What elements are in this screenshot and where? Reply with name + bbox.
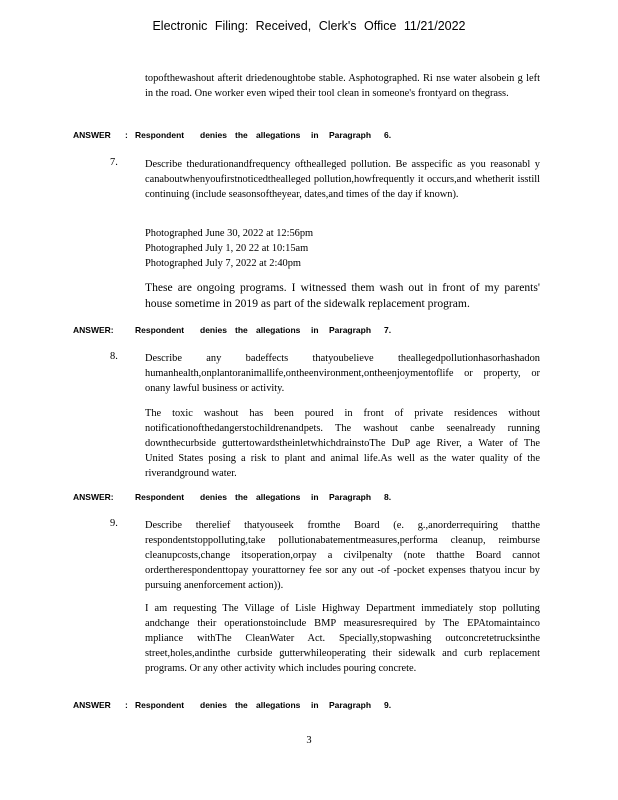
answer-paragraph: Paragraph xyxy=(329,700,372,710)
item-7-response: These are ongoing programs. I witnessed them wash out in front of my parents' house sometime in 2019 as part of the sidewalk replacement program. xyxy=(145,281,540,310)
item-number-7: 7. xyxy=(110,157,118,168)
answer-label: ANSWER: xyxy=(73,325,114,335)
answer-respondent: Respondent xyxy=(135,325,185,335)
answer-number: 8. xyxy=(384,492,392,502)
answer-label: ANSWER xyxy=(73,130,111,140)
photo-line xyxy=(145,241,313,256)
item-number-9: 9. xyxy=(110,518,118,529)
answer-allegations: allegations xyxy=(256,492,301,502)
answer-colon: : xyxy=(125,130,128,140)
intro-paragraph: topofthewashout afterit driedenoughtobe stable. Asphotographed. Ri nse water alsobein g left in the road. One worker even wiped their tool clean in someone's frontyard on thegrass. xyxy=(145,73,540,99)
answer-allegations: allegations xyxy=(256,130,301,140)
answer-respondent: Respondent xyxy=(135,492,185,502)
item-7-question: Describe thedurationandfrequency ofthealleged pollution. Be asspecific as you reasonabl y canaboutwhenyoufirstnoticedthealleged pollution,howfrequently it occurs,and whetherit isstill continuing (include seasonsoftheyear, dates,and times of the day if known). xyxy=(145,159,540,200)
photo-value: : July 1, 20 22 at 10:15am xyxy=(200,243,309,254)
answer-paragraph: Paragraph xyxy=(329,325,372,335)
photo-line xyxy=(145,226,313,241)
page-number: 3 xyxy=(306,735,312,746)
photo-value: : July 7, 2022 at 2:40pm xyxy=(200,258,302,269)
answer-label: ANSWER xyxy=(73,700,111,710)
photo-label: Photographed xyxy=(145,228,203,239)
answer-number: 9. xyxy=(384,700,392,710)
answer-label: ANSWER: xyxy=(73,492,114,502)
answer-respondent: Respondent xyxy=(135,700,185,710)
item-9-question: Describe therelief thatyouseek fromthe Board (e. g.,anorderrequiring thatthe respondentstoppolluting,take pollutionabatementmeasures,performa cleanup, reimburse cleanupcosts,change itsoperation,orpay a civilpenalty (note thatthe Board cannot ordertherespondenttopay yourattorney fee sor any out -of -pocket expenses thatyou incur by pursuing anenforcement action)). xyxy=(145,520,540,591)
answer-allegations: allegations xyxy=(256,700,301,710)
photo-value: : June 30, 2022 at 12:56pm xyxy=(200,228,314,239)
answer-denies: denies xyxy=(200,325,227,335)
answer-colon: : xyxy=(125,700,128,710)
photo-line xyxy=(145,256,313,271)
photo-label: Photographed xyxy=(145,243,203,254)
photo-label: Photographed xyxy=(145,258,203,269)
answer-in: in xyxy=(311,492,319,502)
answer-allegations: allegations xyxy=(256,325,301,335)
answer-in: in xyxy=(311,130,319,140)
answer-denies: denies xyxy=(200,130,227,140)
item-9-response: I am requesting The Village of Lisle Highway Department immediately stop polluting andchange their operationstoinclude BMP measuresrequired by The EPAtomaintainco mpliance withThe CleanWater Act. Specially,stopwashing outconcretetrucksinthe street,holes,andinthe curbside gutterwhileoperating their sidewalk and curb replacement programs. Or any other activity which includes pouring concrete. xyxy=(145,603,540,674)
answer-paragraph: Paragraph xyxy=(329,492,372,502)
item-8-response: The toxic washout has been poured in front of private residences without notificationofthedangerstochildrenandpets. The washout canbe seenalready running downthecurbside guttertowardstheinletwhichdrainstoThe DuP age River, a Water of The United States posing a risk to plant and animal life.As well as the water quality of the riverandground water. xyxy=(145,408,540,479)
answer-line-8 xyxy=(73,492,543,506)
answer-the: the xyxy=(235,492,248,502)
electronic-filing-header: Electronic Filing: Received, Clerk's Office 11/21/2022 xyxy=(152,19,466,33)
item-number-8: 8. xyxy=(110,351,118,362)
answer-line-7 xyxy=(73,325,543,339)
answer-number: 6. xyxy=(384,130,392,140)
answer-the: the xyxy=(235,700,248,710)
answer-line-9 xyxy=(73,700,543,714)
answer-in: in xyxy=(311,325,319,335)
item-8-question: Describe any badeffects thatyoubelieve theallegedpollutionhasorhashadon humanhealth,onplantoranimallife,ontheenvironment,ontheenjoymentoflife or property, or onany lawful business or activity. xyxy=(145,353,540,394)
answer-in: in xyxy=(311,700,319,710)
answer-the: the xyxy=(235,325,248,335)
answer-denies: denies xyxy=(200,700,227,710)
answer-denies: denies xyxy=(200,492,227,502)
answer-respondent: Respondent xyxy=(135,130,185,140)
answer-the: the xyxy=(235,130,248,140)
answer-number: 7. xyxy=(384,325,392,335)
answer-paragraph: Paragraph xyxy=(329,130,372,140)
photo-dates xyxy=(145,226,313,271)
answer-line-6 xyxy=(73,130,543,144)
